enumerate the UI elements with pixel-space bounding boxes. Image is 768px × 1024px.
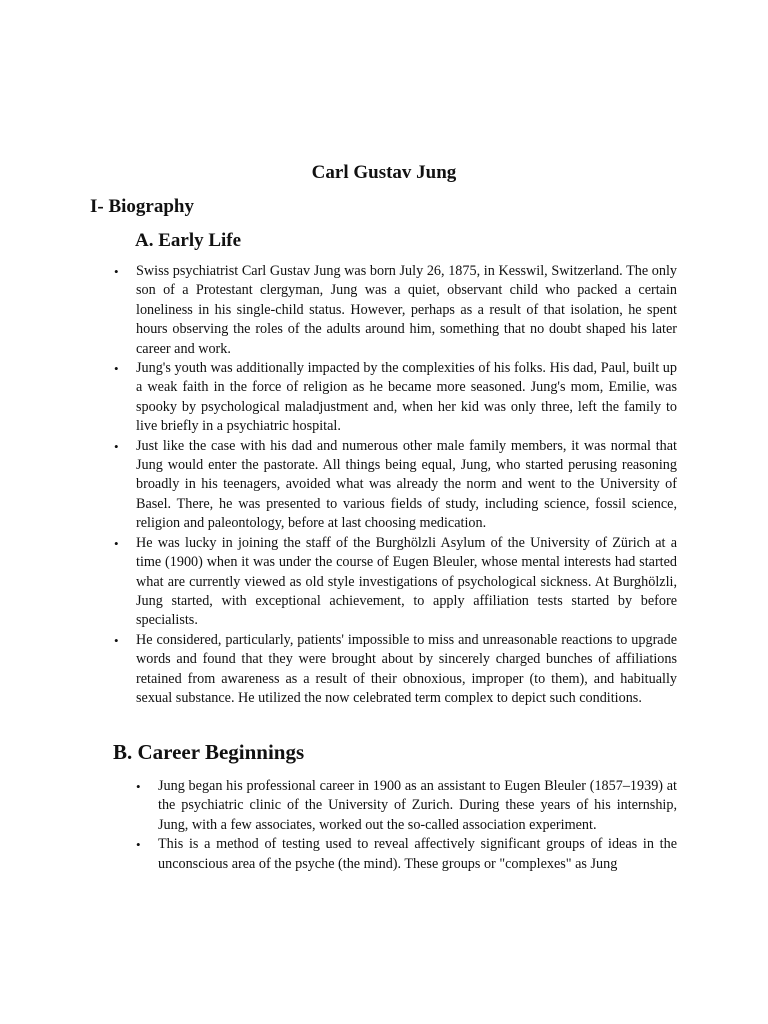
list-item-text: Jung's youth was additionally impacted by the complexities of his folks. His dad, Paul, built up a weak faith in the force of religion as he became more seasoned. Jung's mom, Emilie, was spooky by psychological maladjustment and, when her kid was only three, left the family to live briefly in a psychiatric hospital. [136,360,677,435]
list-item [114,534,677,631]
list-item [136,777,677,835]
subheading-early-life: A. Early Life [135,230,242,251]
bullet-icon: • [114,361,119,377]
subheading-career-beginnings: B. Career Beginnings [113,740,305,764]
bullet-icon: • [114,535,119,551]
list-item-text: He was lucky in joining the staff of the Burghölzli Asylum of the University of Zürich at a time (1900) when it was under the course of Eugen Bleuler, whose mental interests had started what are currently viewed as old style investigations of psychological sickness. At Burghölzli, Jung started, with exceptional achievement, to apply affiliation tests started by before specialists. [136,534,677,629]
bullet-icon: • [136,779,141,794]
bullet-icon: • [114,264,119,279]
early-life-list [114,262,677,708]
bullet-icon: • [114,438,119,454]
document-title: Carl Gustav Jung [311,162,457,183]
list-item-text: This is a method of testing used to reveal affectively significant groups of ideas in the unconscious area of the psyche (the mind). These groups or "complexes" as Jung [158,836,677,872]
bullet-icon: • [136,837,141,853]
bullet-icon: • [114,632,119,648]
list-item-text: He considered, particularly, patients' impossible to miss and unreasonable reactions to upgrade words and found that they were brought about by sincerely charged bunches of affiliations retained from awareness as a result of their obnoxious, improper (to them), and habitually sexual substance. He utilized the now celebrated term complex to depict such conditions. [136,631,677,706]
list-item-text: Swiss psychiatrist Carl Gustav Jung was born July 26, 1875, in Kesswil, Switzerland. The only son of a Protestant clergyman, Jung was a quiet, observant child who packed a certain loneliness in his single-child status. However, perhaps as a result of that isolation, he spent hours observing the roles of the adults around him, something that no doubt shaped his later career and work. [136,263,677,357]
section-heading-biography: I- Biography [90,196,194,217]
list-item [114,437,677,534]
list-item [136,835,677,874]
list-item [114,631,677,709]
list-item-text: Jung began his professional career in 1900 as an assistant to Eugen Bleuler (1857–1939) at the psychiatric clinic of the University of Zurich. During these years of his internship, Jung, with a few associates, worked out the so-called association experiment. [158,778,677,833]
list-item [114,262,677,359]
list-item [114,359,677,437]
career-list [136,777,677,874]
list-item-text: Just like the case with his dad and numerous other male family members, it was normal that Jung would enter the pastorate. All things being equal, Jung, who started perusing reasoning broadly in his teenagers, avoided what was already the norm and went to the University of Basel. There, he was presented to various fields of study, including science, fossil science, religion and paleontology, before at last choosing medication. [136,437,677,532]
